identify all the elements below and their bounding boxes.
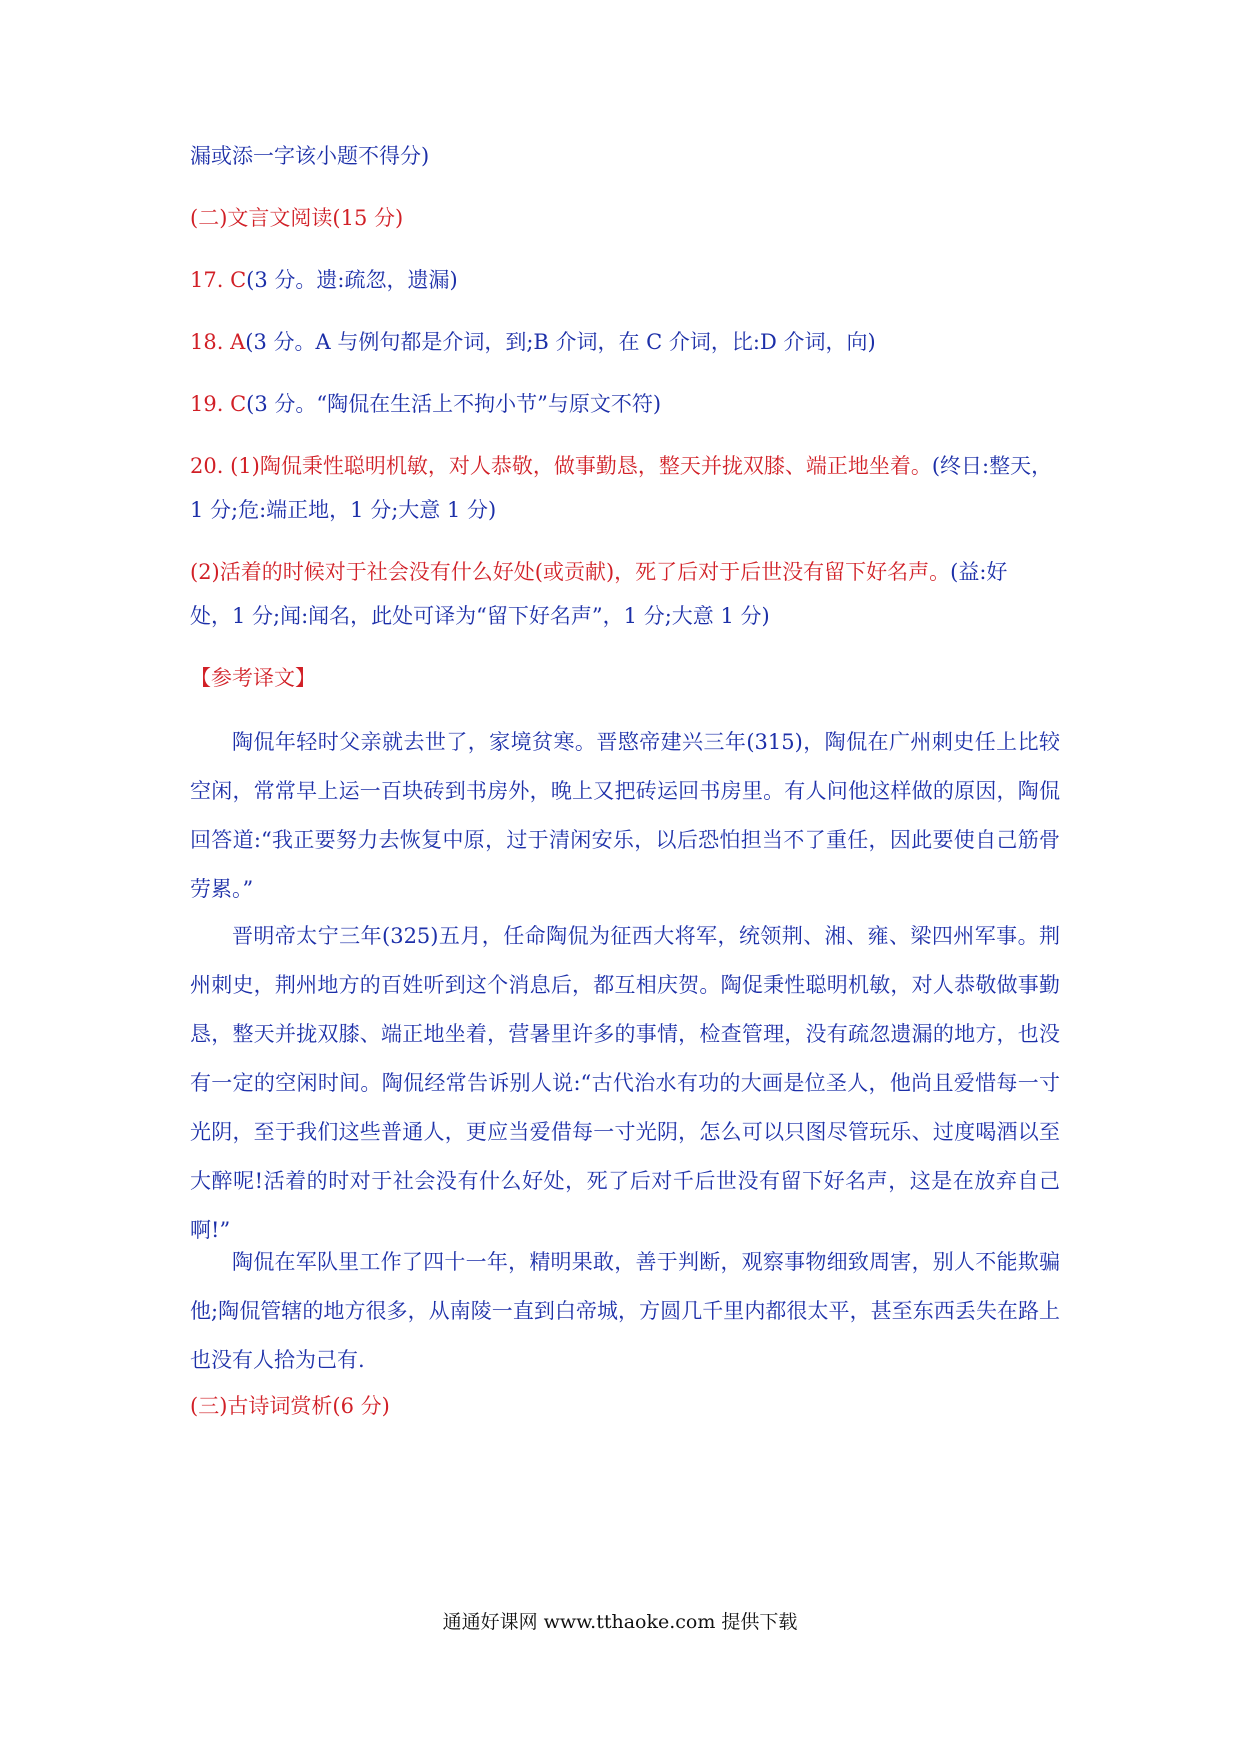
- answer-17: [190, 270, 458, 291]
- section-title-classical-chinese: (二)文言文阅读(15 分): [190, 206, 404, 230]
- answer-20-part2-scoring-cont: 处，1 分;闻:闻名，此处可译为“留下好名声”，1 分;大意 1 分): [190, 604, 770, 628]
- answer-20-part2: [190, 562, 1007, 583]
- answer-19-explanation: (3 分。“陶侃在生活上不拘小节”与原文不符): [246, 392, 662, 416]
- answer-19: [190, 394, 661, 415]
- translation-paragraph-2: 晋明帝太宁三年(325)五月，任命陶侃为征西大将军，统领荆、湘、雍、梁四州军事。荆州刺史，荆州地方的百姓听到这个消息后，都互相庆贺。陶促秉性聪明机敏，对人恭敬做事勤恳，整天并拢双膝、端正地坐着，营暑里许多的事情，检查管理，没有疏忽遗漏的地方，也没有一定的空闲时间。陶侃经常告诉别人说:“古代治水有功的大画是位圣人，他尚且爱惜每一寸光阴，至于我们这些普通人，更应当爱借每一寸光阴，怎么可以只图尽管玩乐、过度喝酒以至大醉呢!活着的时对于社会没有什么好处，死了后对千后世没有留下好名声，这是在放弃自己啊!”: [190, 924, 1060, 1242]
- answer-20-part2-translation: (2)活着的时候对于社会没有什么好处(或贡献)，死了后对于后世没有留下好名声。: [190, 560, 951, 584]
- answer-17-explanation: (3 分。遗:疏忽，遗漏): [246, 268, 458, 292]
- answer-note-line: 漏或添一字该小题不得分): [190, 144, 430, 168]
- answer-18-explanation: (3 分。A 与例句都是介词，到;B 介词，在 C 介词，比:D 介词，向): [245, 330, 876, 354]
- answer-20-part1-scoring-cont: 1 分;危:端正地，1 分;大意 1 分): [190, 498, 497, 522]
- answer-19-number: 19. C: [190, 392, 247, 416]
- answer-18: [190, 332, 876, 353]
- section-title-ancient-poetry: (三)古诗词赏析(6 分): [190, 1394, 390, 1418]
- translation-paragraph-3: 陶侃在军队里工作了四十一年，精明果敢，善于判断，观察事物细致周害，别人不能欺骗他;陶侃管辖的地方很多，从南陵一直到白帝城，方圆几千里内都很太平，甚至东西丢失在路上也没有人拾为己有.: [190, 1250, 1060, 1372]
- translation-paragraph-1: 陶侃年轻时父亲就去世了，家境贫寒。晋愍帝建兴三年(315)，陶侃在广州刺史任上比较空闲，常常早上运一百块砖到书房外，晚上又把砖运回书房里。有人问他这样做的原因，陶侃回答道:“我正要努力去恢复中原，过于清闲安乐，以后恐怕担当不了重任，因此要使自己筋骨劳累。”: [190, 730, 1060, 901]
- answer-17-number: 17. C: [190, 268, 247, 292]
- answer-20-part1-scoring: (终日:整天，: [931, 454, 1053, 478]
- answer-20-part2-scoring: (益:好: [950, 560, 1008, 584]
- answer-18-number: 18. A: [190, 330, 246, 354]
- answer-20-part1: [190, 456, 1052, 477]
- page-footer: 通通好课网 www.tthaoke.com 提供下载: [442, 1611, 798, 1633]
- reference-translation-heading: 【参考译文】: [190, 666, 316, 690]
- answer-20-part1-translation: 20. (1)陶侃秉性聪明机敏，对人恭敬，做事勤恳，整天并拢双膝、端正地坐着。: [190, 454, 932, 478]
